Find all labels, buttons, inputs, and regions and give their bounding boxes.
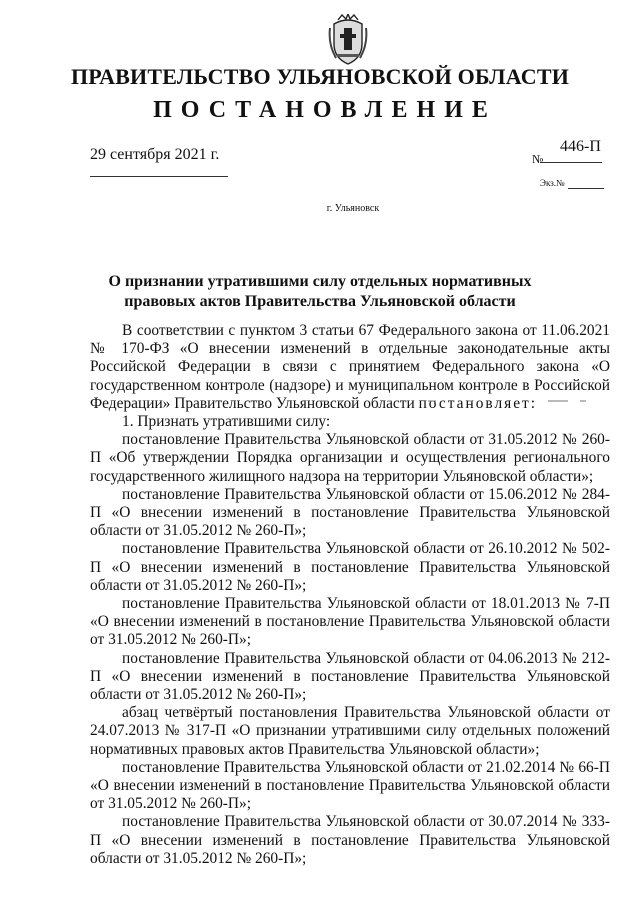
document-type: ПОСТАНОВЛЕНИЕ [153,97,497,123]
item-1-heading: 1. Признать утратившими силу: [122,413,331,431]
title-line-2: правовых актов Правительства Ульяновской области [124,293,516,310]
document-number: 446-П [560,138,601,155]
preamble-text: В соответствии с пунктом 3 статьи 67 Федерального закона от 11.06.2021 № 170-ФЗ «О внесении изменений в отдельные законодательные акты Российской Федерации в связи с принятием Федерального закона «О государственном контроле (надзоре) и муниципальном контроле в Российской Федерации» Правительство Ульяновской области [90,322,610,412]
scan-artifact-marks [318,398,608,404]
title-line-1: О признании утратившими силу отдельных нормативных [108,273,532,290]
date-underline [90,176,228,177]
act-item: постановление Правительства Ульяновской области от 15.06.2012 № 284-П «О внесении изменений в постановление Правительства Ульяновской области от 31.05.2012 № 260-П»; [90,485,610,540]
act-item: постановление Правительства Ульяновской области от 31.05.2012 № 260-П «Об утверждении Порядка организации и осуществления регионального государственного жилищного надзора на территории Ульяновской области»; [90,431,610,485]
copy-number-underline [568,188,604,189]
coat-of-arms-emblem [328,14,368,66]
act-item: постановление Правительства Ульяновской области от 26.10.2012 № 502-П «О внесении изменений в постановление Правительства Ульяновской области от 31.05.2012 № 260-П»; [90,540,610,594]
city: г. Ульяновск [326,203,380,214]
act-item: постановление Правительства Ульяновской области от 30.07.2014 № 333-П «О внесении изменений в постановление Правительства Ульяновской области от 31.05.2012 № 260-П»; [90,813,610,867]
act-item: абзац четвёртый постановления Правительства Ульяновской области от 24.07.2013 № 317-П «О признании утратившими силу отдельных положений нормативных правовых актов Правительства Ульяновской области»; [90,704,610,758]
document-title [0,272,640,312]
number-underline [540,162,602,163]
government-name: ПРАВИТЕЛЬСТВО УЛЬЯНОВСКОЙ ОБЛАСТИ [70,63,570,90]
act-item: постановление Правительства Ульяновской области от 21.02.2014 № 66-П «О внесении изменений в постановление Правительства Ульяновской области от 31.05.2012 № 260-П»; [90,758,610,813]
act-item: постановление Правительства Ульяновской области от 04.06.2013 № 212-П «О внесении изменений в постановление Правительства Ульяновской области от 31.05.2012 № 260-П»; [90,649,610,704]
act-item: постановление Правительства Ульяновской области от 18.01.2013 № 7-П «О внесении изменений в постановление Правительства Ульяновской области от 31.05.2012 № 260-П»; [90,595,610,649]
copy-number-label: Экз.№ [540,178,565,188]
document-date: 29 сентября 2021 г. [90,146,220,163]
resolves-word: постановляет: [418,394,538,412]
number-label: № [532,152,544,166]
